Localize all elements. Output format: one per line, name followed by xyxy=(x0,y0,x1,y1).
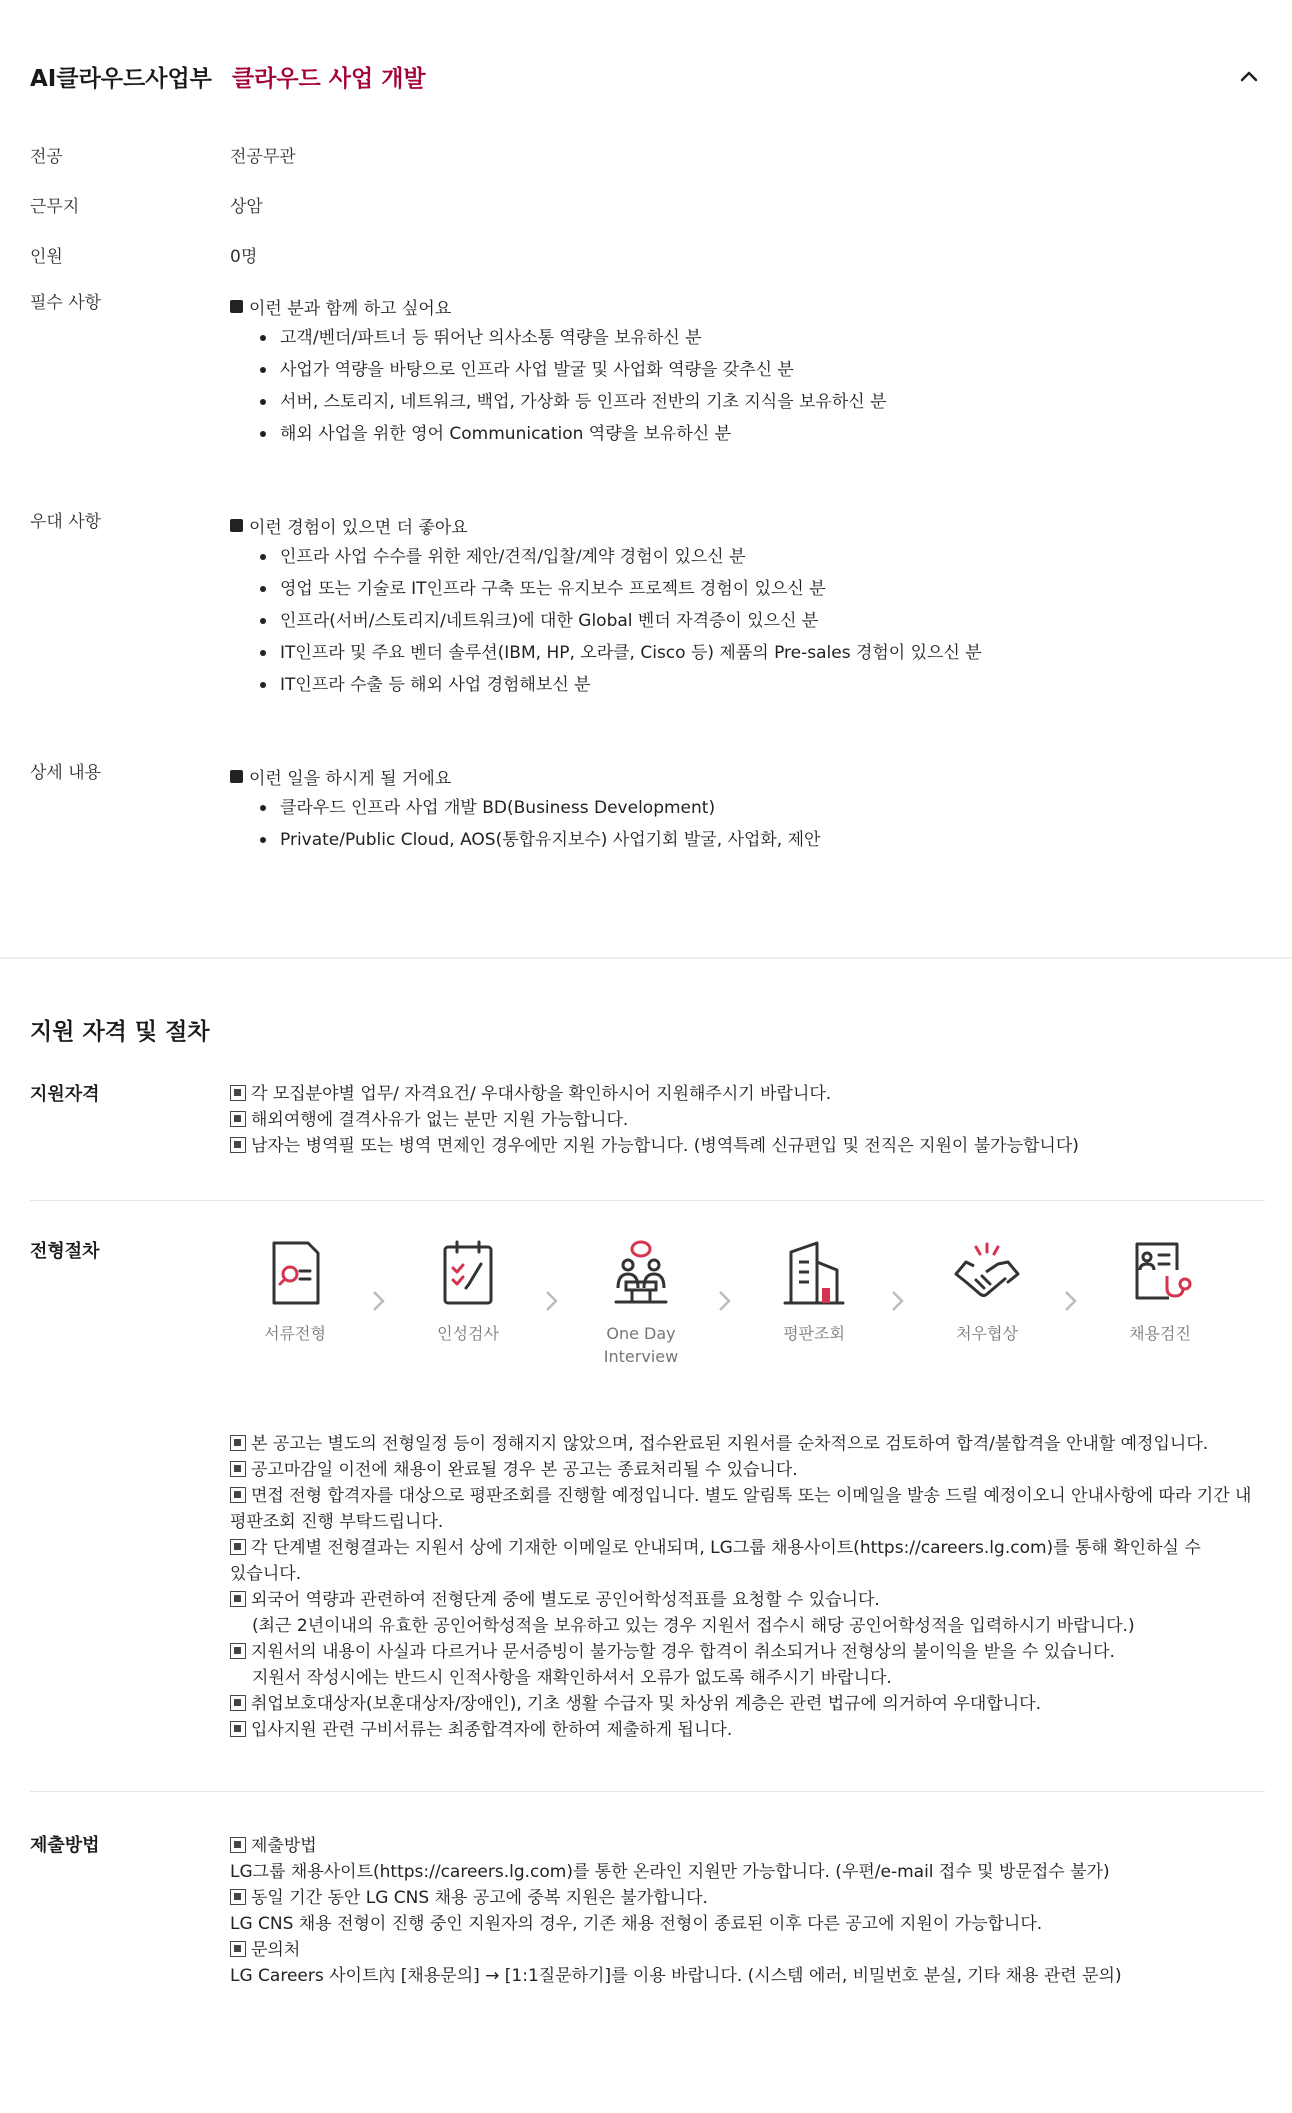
preferred-label-row xyxy=(30,507,230,532)
info-value: 전공무관 xyxy=(230,147,296,167)
chevron-right-icon xyxy=(369,1286,389,1316)
list-item: IT인프라 수출 등 해외 사업 경험해보신 분 xyxy=(260,669,982,701)
info-label: 인원 xyxy=(30,247,63,267)
checklist-icon xyxy=(433,1238,503,1308)
qualification-notes xyxy=(230,1081,1270,1159)
process-note: 지원서 작성시에는 반드시 인적사항을 재확인하셔서 오류가 없도록 해주시기 바랍니다. xyxy=(252,1668,892,1688)
square-bullet-icon xyxy=(230,770,243,783)
apply-section-title: 지원 자격 및 절차 xyxy=(30,1019,210,1045)
process-note: 각 단계별 전형결과는 지원서 상에 기재한 이메일로 안내되며, LG그룹 채용사이트(https://careers.lg.com)를 통해 확인하실 수 xyxy=(230,1535,1270,1561)
submission-line: 동일 기간 동안 LG CNS 채용 공고에 중복 지원은 불가합니다. xyxy=(230,1885,1270,1911)
collapse-button[interactable] xyxy=(1233,60,1265,92)
checkbox-bullet-icon xyxy=(230,1591,246,1607)
step-label: 서류전형 xyxy=(264,1324,326,1343)
info-label: 근무지 xyxy=(30,197,80,217)
divider xyxy=(30,1791,1265,1792)
step-label: 처우협상 xyxy=(956,1324,1018,1343)
checkbox-bullet-icon xyxy=(230,1085,246,1101)
list-item: 클라우드 인프라 사업 개발 BD(Business Development) xyxy=(260,792,820,824)
process-step xyxy=(749,1238,879,1345)
required-label-row xyxy=(30,288,230,313)
process-note: (최근 2년이내의 유효한 공인어학성적을 보유하고 있는 경우 지원서 접수시 해당 공인어학성적을 입력하시기 바랍니다.) xyxy=(252,1616,1135,1636)
submission-label: 제출방법 xyxy=(30,1835,100,1856)
job-header[interactable] xyxy=(30,50,1265,102)
submission-line: 문의처 xyxy=(230,1937,1270,1963)
department-name: AI클라우드사업부 xyxy=(30,65,212,92)
details-label-row xyxy=(30,758,230,783)
medical-check-icon xyxy=(1125,1238,1195,1308)
square-bullet-icon xyxy=(230,300,243,313)
interview-icon xyxy=(606,1238,676,1308)
info-value: 상암 xyxy=(230,197,263,217)
required-list xyxy=(260,322,887,450)
chevron-right-icon xyxy=(542,1286,562,1316)
submission-notes xyxy=(230,1833,1270,1989)
building-icon xyxy=(779,1238,849,1308)
step-label: 채용검진 xyxy=(1129,1324,1191,1343)
preferred-label: 우대 사항 xyxy=(30,512,102,532)
details-block xyxy=(230,760,820,856)
process-note: 취업보호대상자(보훈대상자/장애인), 기초 생활 수급자 및 차상위 계층은 관련 법규에 의거하여 우대합니다. xyxy=(230,1691,1270,1717)
checkbox-bullet-icon xyxy=(230,1837,246,1853)
preferred-title: 이런 경험이 있으면 더 좋아요 xyxy=(230,509,982,541)
info-label: 전공 xyxy=(30,147,63,167)
list-item: 사업가 역량을 바탕으로 인프라 사업 발굴 및 사업화 역량을 갖추신 분 xyxy=(260,354,887,386)
process-steps xyxy=(230,1238,1230,1378)
qualification-line: 각 모집분야별 업무/ 자격요건/ 우대사항을 확인하시어 지원해주시기 바랍니다. xyxy=(230,1081,1270,1107)
divider xyxy=(30,1200,1265,1201)
details-label: 상세 내용 xyxy=(30,763,102,783)
submission-line: 제출방법 xyxy=(230,1833,1270,1859)
process-step xyxy=(230,1238,360,1345)
list-item: Private/Public Cloud, AOS(통합유지보수) 사업기회 발굴, 사업화, 제안 xyxy=(260,824,820,856)
info-row-location xyxy=(30,192,263,217)
process-note: 면접 전형 합격자를 대상으로 평판조회를 진행할 예정입니다. 별도 알림톡 또는 이메일을 발송 드릴 예정이오니 안내사항에 따라 기간 내 xyxy=(230,1483,1270,1509)
qualification-line: 해외여행에 결격사유가 없는 분만 지원 가능합니다. xyxy=(230,1107,1270,1133)
document-search-icon xyxy=(260,1238,330,1308)
square-bullet-icon xyxy=(230,519,243,532)
required-block xyxy=(230,290,887,450)
checkbox-bullet-icon xyxy=(230,1487,246,1503)
checkbox-bullet-icon xyxy=(230,1435,246,1451)
job-card xyxy=(30,50,1265,850)
required-title: 이런 분과 함께 하고 싶어요 xyxy=(230,290,887,322)
qualification-label: 지원자격 xyxy=(30,1084,100,1105)
process-note: 있습니다. xyxy=(230,1564,302,1584)
process-step xyxy=(576,1238,706,1368)
list-item: 고객/벤더/파트너 등 뛰어난 의사소통 역량을 보유하신 분 xyxy=(260,322,887,354)
process-label: 전형절차 xyxy=(30,1241,100,1262)
checkbox-bullet-icon xyxy=(230,1111,246,1127)
position-name: 클라우드 사업 개발 xyxy=(231,65,426,92)
process-note: 본 공고는 별도의 전형일정 등이 정해지지 않았으며, 접수완료된 지원서를 순차적으로 검토하여 합격/불합격을 안내할 예정입니다. xyxy=(230,1431,1270,1457)
preferred-block xyxy=(230,509,982,701)
checkbox-bullet-icon xyxy=(230,1539,246,1555)
checkbox-bullet-icon xyxy=(230,1941,246,1957)
info-value: 0명 xyxy=(230,247,258,267)
checkbox-bullet-icon xyxy=(230,1889,246,1905)
submission-line: LG CNS 채용 전형이 진행 중인 지원자의 경우, 기존 채용 전형이 종료된 이후 다른 공고에 지원이 가능합니다. xyxy=(230,1914,1043,1934)
checkbox-bullet-icon xyxy=(230,1461,246,1477)
list-item: 인프라(서버/스토리지/네트워크)에 대한 Global 벤더 자격증이 있으신 분 xyxy=(260,605,982,637)
handshake-icon xyxy=(952,1238,1022,1308)
step-label: 평판조회 xyxy=(783,1324,845,1343)
details-list xyxy=(260,792,820,856)
process-step xyxy=(403,1238,533,1345)
list-item: IT인프라 및 주요 벤더 솔루션(IBM, HP, 오라클, Cisco 등) 제품의 Pre-sales 경험이 있으신 분 xyxy=(260,637,982,669)
list-item: 해외 사업을 위한 영어 Communication 역량을 보유하신 분 xyxy=(260,418,887,450)
process-note: 평판조회 진행 부탁드립니다. xyxy=(230,1512,444,1532)
step-label: One Day Interview xyxy=(603,1324,679,1366)
process-note: 입사지원 관련 구비서류는 최종합격자에 한하여 제출하게 됩니다. xyxy=(230,1717,1270,1743)
submission-line: LG Careers 사이트內 [채용문의] → [1:1질문하기]를 이용 바랍니다. (시스템 에러, 비밀번호 분실, 기타 채용 관련 문의) xyxy=(230,1966,1122,1986)
process-notes xyxy=(230,1431,1270,1743)
list-item: 영업 또는 기술로 IT인프라 구축 또는 유지보수 프로젝트 경험이 있으신 분 xyxy=(260,573,982,605)
checkbox-bullet-icon xyxy=(230,1137,246,1153)
preferred-list xyxy=(260,541,982,701)
details-title: 이런 일을 하시게 될 거에요 xyxy=(230,760,820,792)
chevron-right-icon xyxy=(1061,1286,1081,1316)
qualification-line: 남자는 병역필 또는 병역 면제인 경우에만 지원 가능합니다. (병역특례 신규편입 및 전직은 지원이 불가능합니다) xyxy=(230,1133,1270,1159)
process-step xyxy=(922,1238,1052,1345)
required-label: 필수 사항 xyxy=(30,293,102,313)
process-note: 공고마감일 이전에 채용이 완료될 경우 본 공고는 종료처리될 수 있습니다. xyxy=(230,1457,1270,1483)
process-step xyxy=(1095,1238,1225,1345)
checkbox-bullet-icon xyxy=(230,1643,246,1659)
process-note: 외국어 역량과 관련하여 전형단계 중에 별도로 공인어학성적표를 요청할 수 있습니다. xyxy=(230,1587,1270,1613)
step-label: 인성검사 xyxy=(437,1324,499,1343)
section-divider xyxy=(0,957,1292,959)
submission-line: LG그룹 채용사이트(https://careers.lg.com)를 통한 온라인 지원만 가능합니다. (우편/e-mail 접수 및 방문접수 불가) xyxy=(230,1862,1110,1882)
checkbox-bullet-icon xyxy=(230,1695,246,1711)
process-note: 지원서의 내용이 사실과 다르거나 문서증빙이 불가능할 경우 합격이 취소되거나 전형상의 불이익을 받을 수 있습니다. xyxy=(230,1639,1270,1665)
list-item: 인프라 사업 수수를 위한 제안/견적/입찰/계약 경험이 있으신 분 xyxy=(260,541,982,573)
list-item: 서버, 스토리지, 네트워크, 백업, 가상화 등 인프라 전반의 기초 지식을 보유하신 분 xyxy=(260,386,887,418)
info-row-headcount xyxy=(30,242,257,267)
info-row-major xyxy=(30,142,296,167)
checkbox-bullet-icon xyxy=(230,1721,246,1737)
chevron-up-icon xyxy=(1233,60,1265,92)
chevron-right-icon xyxy=(715,1286,735,1316)
chevron-right-icon xyxy=(888,1286,908,1316)
